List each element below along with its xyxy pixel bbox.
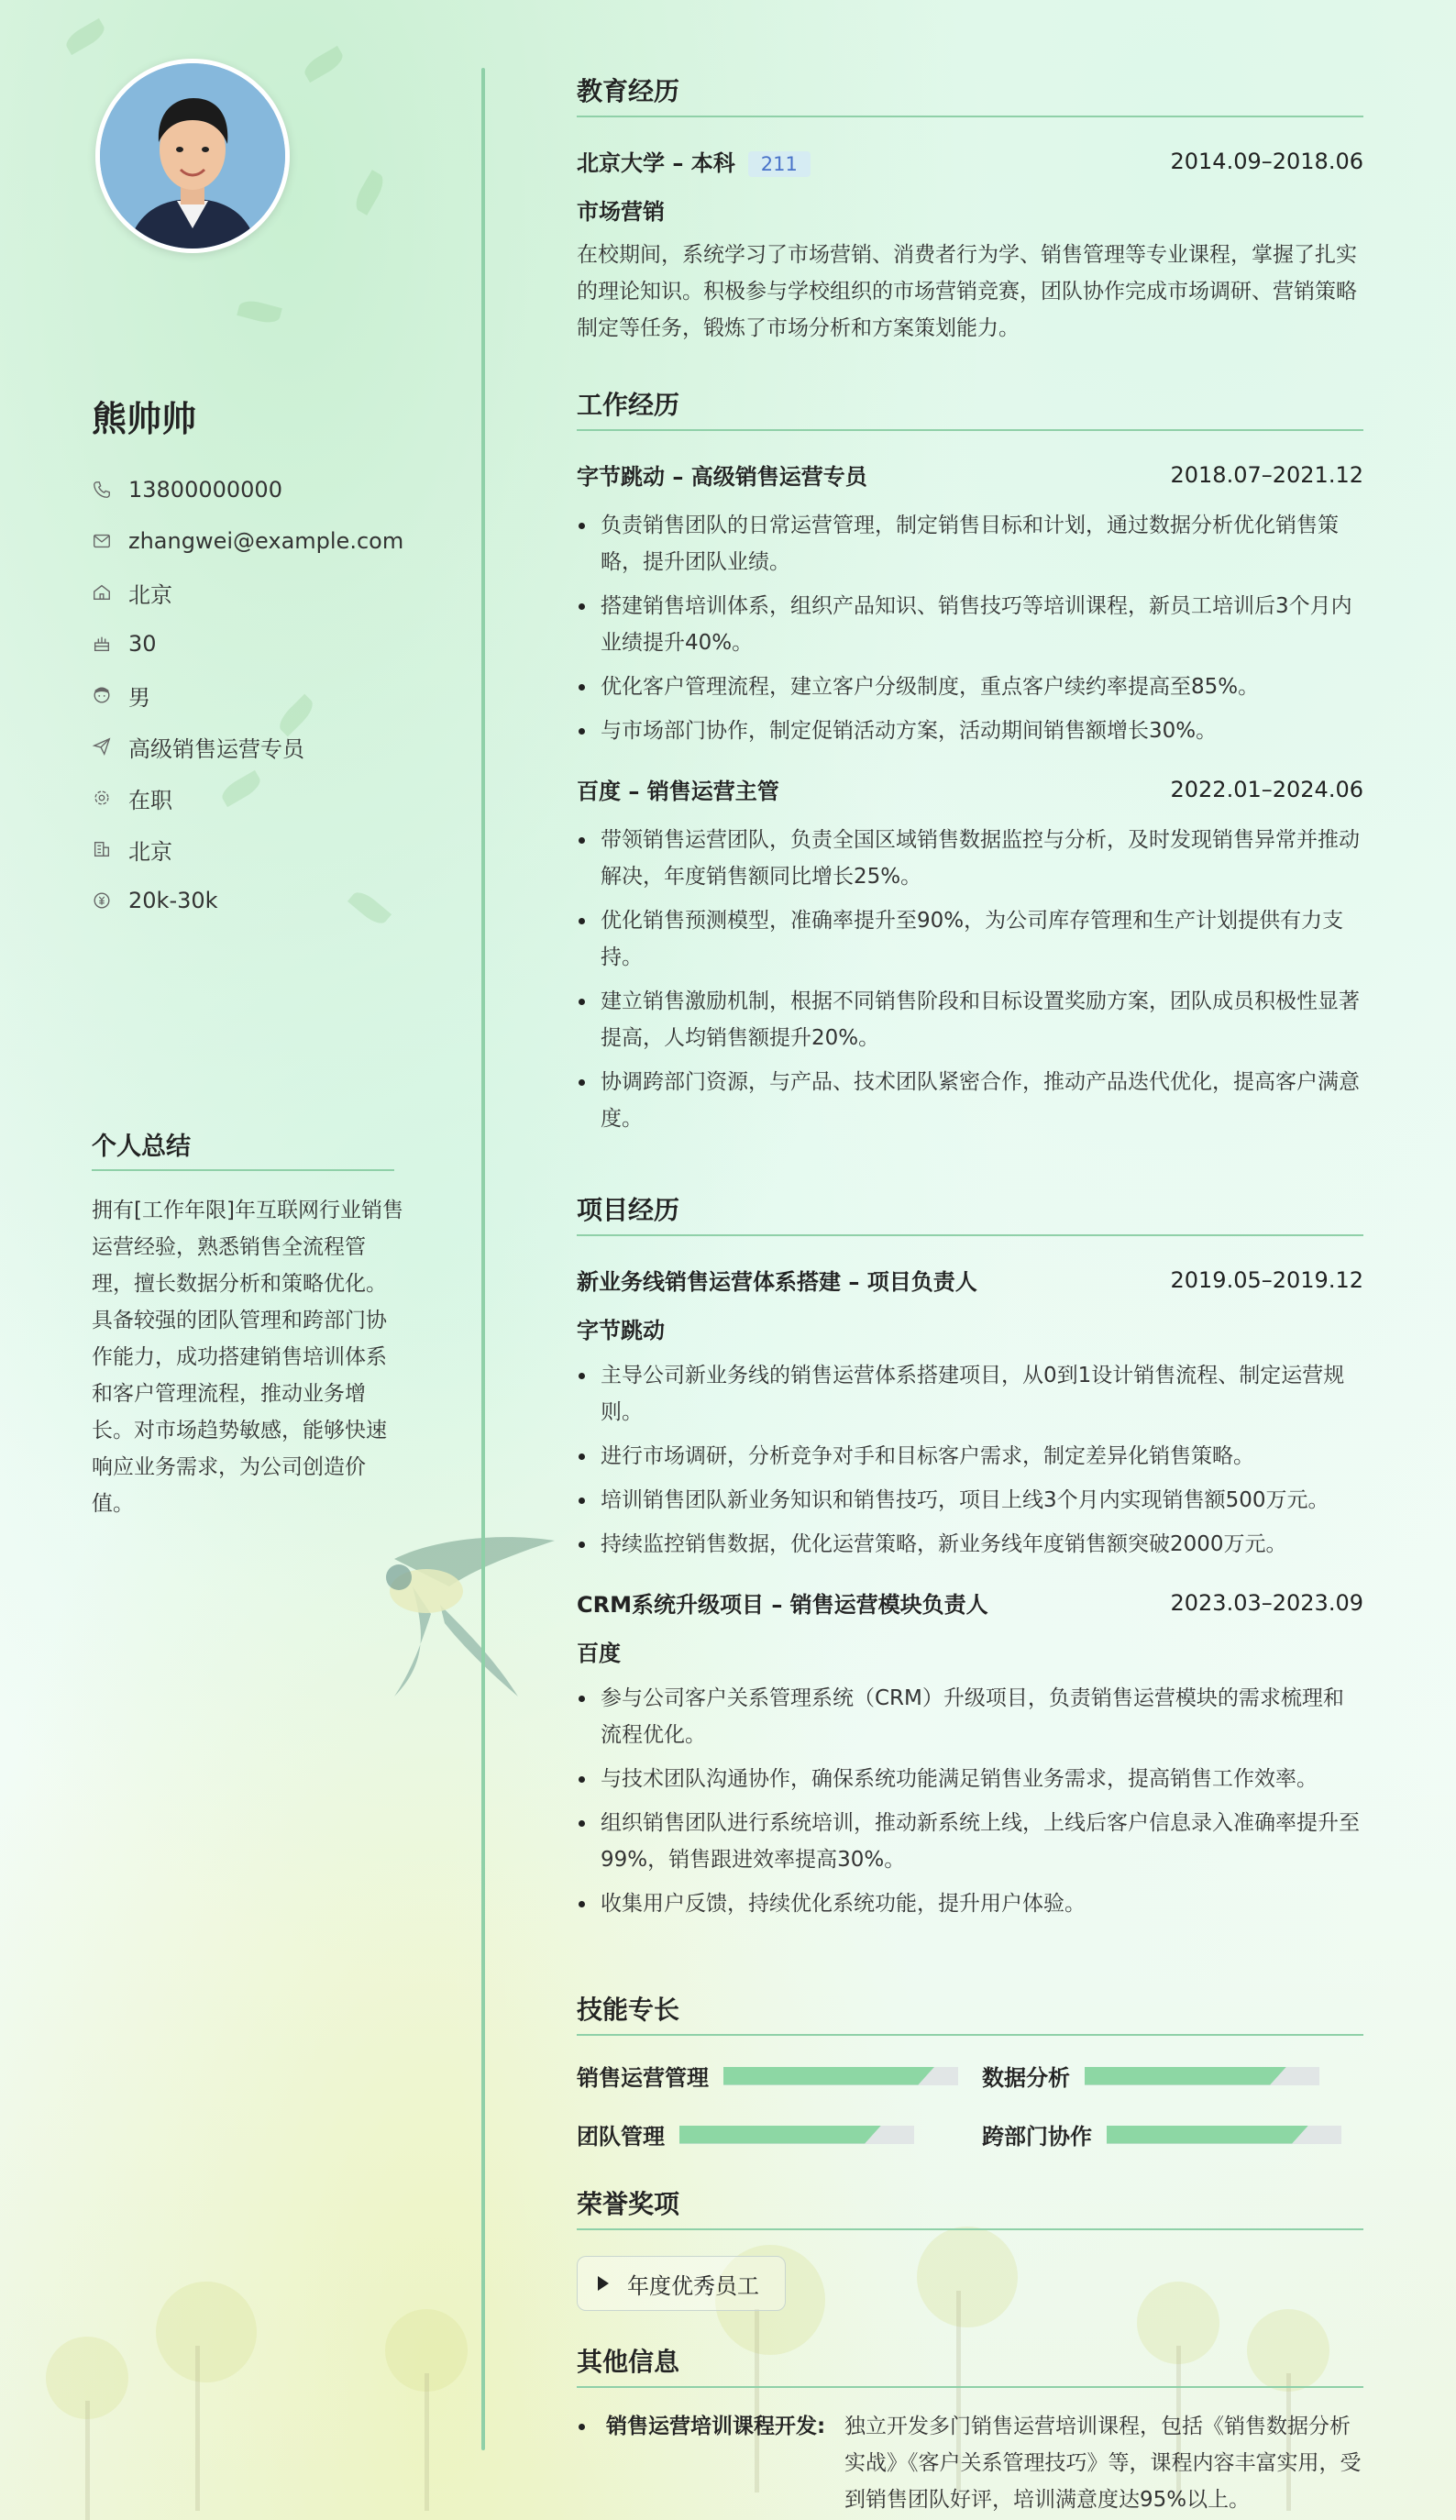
- job-bullets: [577, 822, 1363, 1137]
- job-bullets: [577, 507, 1363, 749]
- position-row: [92, 721, 403, 772]
- age-text: 30: [128, 631, 157, 657]
- phone-icon: [92, 480, 112, 500]
- status-text: 在职: [128, 787, 172, 813]
- candidate-name: 熊帅帅: [92, 399, 197, 439]
- education-title: 教育经历: [577, 72, 1363, 117]
- education-major: 市场营销: [577, 199, 665, 225]
- location-row: [92, 567, 403, 618]
- project-date: 2023.03–2023.09: [1170, 1589, 1363, 1616]
- gender-text: 男: [128, 684, 150, 711]
- currency-icon: [92, 890, 112, 911]
- column-divider: [481, 68, 485, 2450]
- skill-level-fill: [723, 2067, 934, 2085]
- job-header: [577, 773, 1363, 805]
- list-item: 主导公司新业务线的销售运营体系搭建项目，从0到1设计销售流程、制定运营规则。: [577, 1357, 1363, 1431]
- building-icon: [92, 839, 112, 859]
- cake-icon: [92, 634, 112, 654]
- skill-item: [982, 2060, 1319, 2092]
- skill-item: [577, 2060, 958, 2092]
- other-item-text: 独立开发多门销售运营培训课程，包括《销售数据分析实战》《客户关系管理技巧》等，课程内容丰富实用，受到销售团队好评，培训满意度达95%以上。: [844, 2415, 1362, 2512]
- target-city-row: [92, 823, 403, 875]
- project-header: [577, 1586, 1363, 1619]
- job-header: [577, 459, 1363, 491]
- skills-section: [577, 1990, 1363, 2173]
- list-item: 进行市场调研，分析竞争对手和目标客户需求，制定差异化销售策略。: [577, 1438, 1363, 1475]
- location-text: 北京: [128, 581, 172, 608]
- home-icon: [92, 582, 112, 602]
- skill-name: 跨部门协作: [982, 2124, 1092, 2150]
- education-date: 2014.09–2018.06: [1170, 148, 1363, 174]
- project-title: CRM系统升级项目 – 销售运营模块负责人: [577, 1592, 988, 1618]
- skill-item: [577, 2118, 914, 2150]
- salary-text: 20k-30k: [128, 888, 218, 913]
- play-triangle-icon: [598, 2276, 609, 2291]
- project-bullets: [577, 1680, 1363, 1922]
- other-item-label: 销售运营培训课程开发:: [606, 2415, 826, 2438]
- list-item: 与技术团队沟通协作，确保系统功能满足销售业务需求，提高销售工作效率。: [577, 1761, 1363, 1797]
- project-company: 字节跳动: [577, 1318, 665, 1343]
- honors-title: 荣誉奖项: [577, 2184, 1363, 2230]
- avatar: [95, 59, 290, 253]
- award-item: [577, 2256, 786, 2311]
- education-header: [577, 145, 1363, 177]
- swallow-illustration: [358, 1504, 568, 1706]
- gender-row: [92, 669, 403, 721]
- list-item: 搭建销售培训体系，组织产品知识、销售技巧等培训课程，新员工培训后3个月内业绩提升40%。: [577, 588, 1363, 661]
- phone-text: 13800000000: [128, 477, 282, 503]
- position-text: 高级销售运营专员: [128, 735, 304, 762]
- list-item: 建立销售激励机制，根据不同销售阶段和目标设置奖励方案，团队成员积极性显著提高，人均销售额提升20%。: [577, 983, 1363, 1056]
- salary-row: [92, 875, 403, 926]
- summary-title: 个人总结: [92, 1126, 394, 1171]
- list-item: 与市场部门协作，制定促销活动方案，活动期间销售额增长30%。: [577, 713, 1363, 749]
- mail-icon: [92, 531, 112, 551]
- send-plane-icon: [92, 736, 112, 757]
- contact-info-list: [92, 464, 403, 926]
- email-row: [92, 515, 403, 567]
- project-date: 2019.05–2019.12: [1170, 1266, 1363, 1293]
- age-row: [92, 618, 403, 669]
- skill-name: 数据分析: [982, 2065, 1070, 2091]
- email-text: zhangwei@example.com: [128, 528, 404, 554]
- projects-section: [577, 1190, 1363, 1929]
- job-date: 2018.07–2021.12: [1170, 461, 1363, 488]
- list-item: [577, 2408, 1363, 2518]
- person-face-icon: [92, 685, 112, 705]
- education-description: 在校期间，系统学习了市场营销、消费者行为学、销售管理等专业课程，掌握了扎实的理论知识。积极参与学校组织的市场营销竞赛，团队协作完成市场调研、营销策略制定等任务，锻炼了市场分析和方案策划能力。: [577, 243, 1357, 340]
- other-title: 其他信息: [577, 2342, 1363, 2388]
- work-section: [577, 385, 1363, 1144]
- job-title: 字节跳动 – 高级销售运营专员: [577, 464, 867, 490]
- job-title: 百度 – 销售运营主管: [577, 779, 779, 804]
- skill-name: 销售运营管理: [577, 2065, 709, 2091]
- skill-name: 团队管理: [577, 2124, 665, 2150]
- list-item: 负责销售团队的日常运营管理，制定销售目标和计划，通过数据分析优化销售策略，提升团队业绩。: [577, 507, 1363, 580]
- list-item: 培训销售团队新业务知识和销售技巧，项目上线3个月内实现销售额500万元。: [577, 1482, 1363, 1519]
- work-title: 工作经历: [577, 385, 1363, 431]
- school-tag-badge: 211: [748, 151, 811, 177]
- projects-title: 项目经历: [577, 1190, 1363, 1236]
- job-date: 2022.01–2024.06: [1170, 776, 1363, 802]
- honors-section: [577, 2184, 1363, 2311]
- other-list: [577, 2408, 1363, 2518]
- education-section: [577, 72, 1363, 347]
- summary-text: 拥有[工作年限]年互联网行业销售运营经验，熟悉销售全流程管理，擅长数据分析和策略优化。具备较强的团队管理和跨部门协作能力，成功搭建销售培训体系和客户管理流程，推动业务增长。对市场趋势敏感，能够快速响应业务需求，为公司创造价值。: [92, 1199, 403, 1516]
- project-company: 百度: [577, 1641, 621, 1666]
- project-bullets: [577, 1357, 1363, 1563]
- status-gear-icon: [92, 788, 112, 808]
- skill-level-bar: [723, 2067, 958, 2085]
- skills-title: 技能专长: [577, 1990, 1363, 2036]
- project-title: 新业务线销售运营体系搭建 – 项目负责人: [577, 1269, 977, 1295]
- list-item: 持续监控销售数据，优化运营策略，新业务线年度销售额突破2000万元。: [577, 1526, 1363, 1563]
- list-item: 优化客户管理流程，建立客户分级制度，重点客户续约率提高至85%。: [577, 669, 1363, 705]
- skill-level-bar: [679, 2126, 914, 2144]
- skill-level-fill: [1107, 2126, 1308, 2144]
- list-item: 组织销售团队进行系统培训，推动新系统上线，上线后客户信息录入准确率提升至99%，销售跟进效率提高30%。: [577, 1805, 1363, 1878]
- status-row: [92, 772, 403, 823]
- skill-level-bar: [1107, 2126, 1341, 2144]
- skill-item: [982, 2118, 1341, 2150]
- list-item: 协调跨部门资源，与产品、技术团队紧密合作，推动产品迭代优化，提高客户满意度。: [577, 1064, 1363, 1137]
- list-item: 参与公司客户关系管理系统（CRM）升级项目，负责销售运营模块的需求梳理和流程优化。: [577, 1680, 1363, 1753]
- skill-level-fill: [679, 2126, 881, 2144]
- list-item: 带领销售运营团队，负责全国区域销售数据监控与分析，及时发现销售异常并推动解决，年度销售额同比增长25%。: [577, 822, 1363, 895]
- other-section: [577, 2342, 1363, 2518]
- list-item: 收集用户反馈，持续优化系统功能，提升用户体验。: [577, 1885, 1363, 1922]
- project-header: [577, 1264, 1363, 1296]
- skill-level-fill: [1085, 2067, 1286, 2085]
- skill-level-bar: [1085, 2067, 1319, 2085]
- education-school: 北京大学 – 本科: [577, 150, 735, 176]
- award-name: 年度优秀员工: [627, 2272, 759, 2299]
- target-city-text: 北京: [128, 838, 172, 865]
- phone-row: [92, 464, 403, 515]
- list-item: 优化销售预测模型，准确率提升至90%，为公司库存管理和生产计划提供有力支持。: [577, 902, 1363, 976]
